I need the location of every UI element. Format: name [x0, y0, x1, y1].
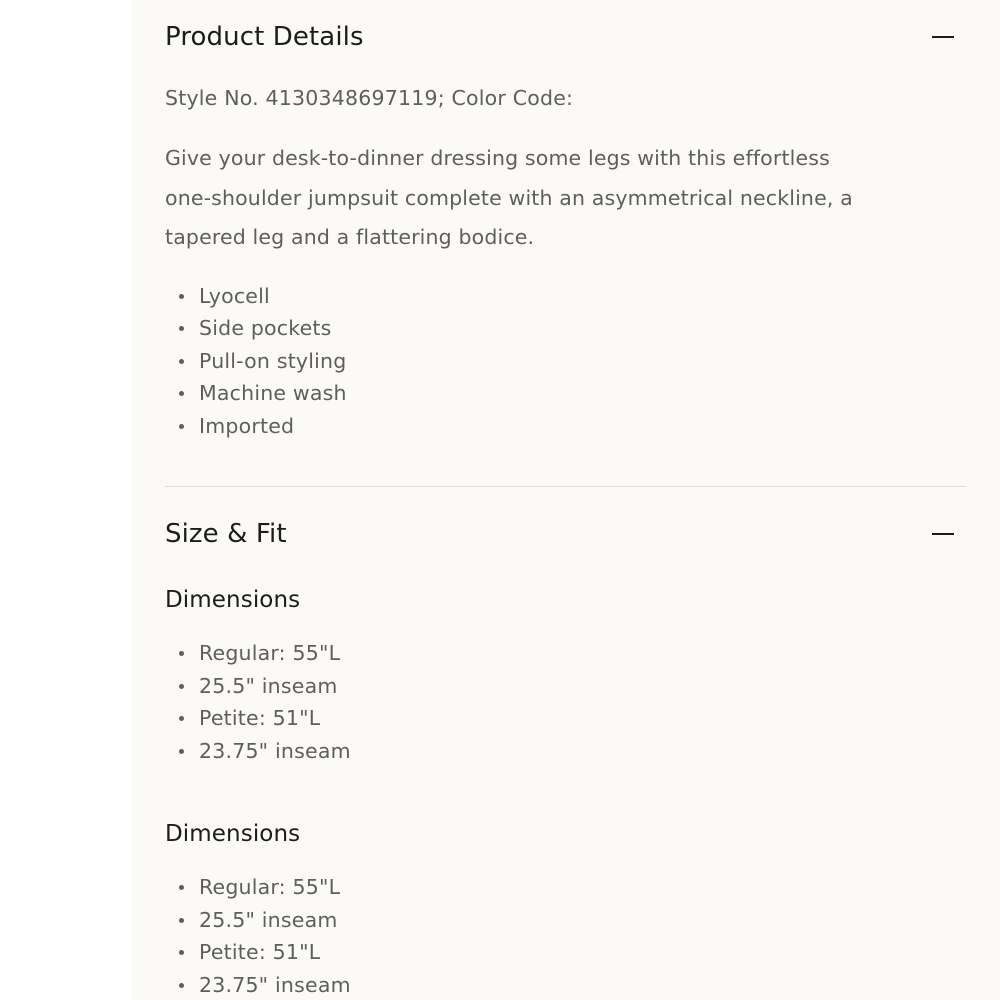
list-item: 25.5" inseam [199, 904, 966, 937]
list-item: Pull-on styling [199, 345, 966, 378]
minus-icon[interactable] [930, 24, 956, 50]
size-and-fit-header[interactable] [165, 487, 966, 551]
section-size-and-fit [165, 487, 966, 1000]
dimensions-heading-second: Dimensions [165, 821, 301, 847]
product-feature-list [165, 280, 966, 443]
page-title: Product Details [165, 22, 364, 52]
section-product-details [165, 0, 966, 487]
list-item: Regular: 55"L [199, 871, 966, 904]
size-and-fit-title: Size & Fit [165, 519, 287, 549]
dimensions-list-first [165, 637, 966, 767]
list-item: Side pockets [199, 312, 966, 345]
spacer [165, 767, 966, 785]
list-item: Petite: 51"L [199, 936, 966, 969]
product-info-panel [131, 0, 1000, 1000]
dimensions-list-second [165, 871, 966, 1000]
dimensions-heading: Dimensions [165, 587, 301, 613]
product-description: Give your desk-to-dinner dressing some legs with this effortless one-shoulder jumpsuit complete with an asymmetrical neckline, a tapered leg and a flattering bodice. [165, 146, 853, 249]
list-item: Regular: 55"L [199, 637, 966, 670]
list-item: Lyocell [199, 280, 966, 313]
list-item: 23.75" inseam [199, 735, 966, 768]
list-item: Petite: 51"L [199, 702, 966, 735]
minus-icon[interactable] [930, 521, 956, 547]
list-item: Machine wash [199, 377, 966, 410]
list-item: 23.75" inseam [199, 969, 966, 1000]
product-details-header[interactable] [165, 0, 966, 54]
list-item: 25.5" inseam [199, 670, 966, 703]
style-number-text: Style No. 4130348697119; Color Code: [165, 86, 574, 110]
list-item: Imported [199, 410, 966, 443]
